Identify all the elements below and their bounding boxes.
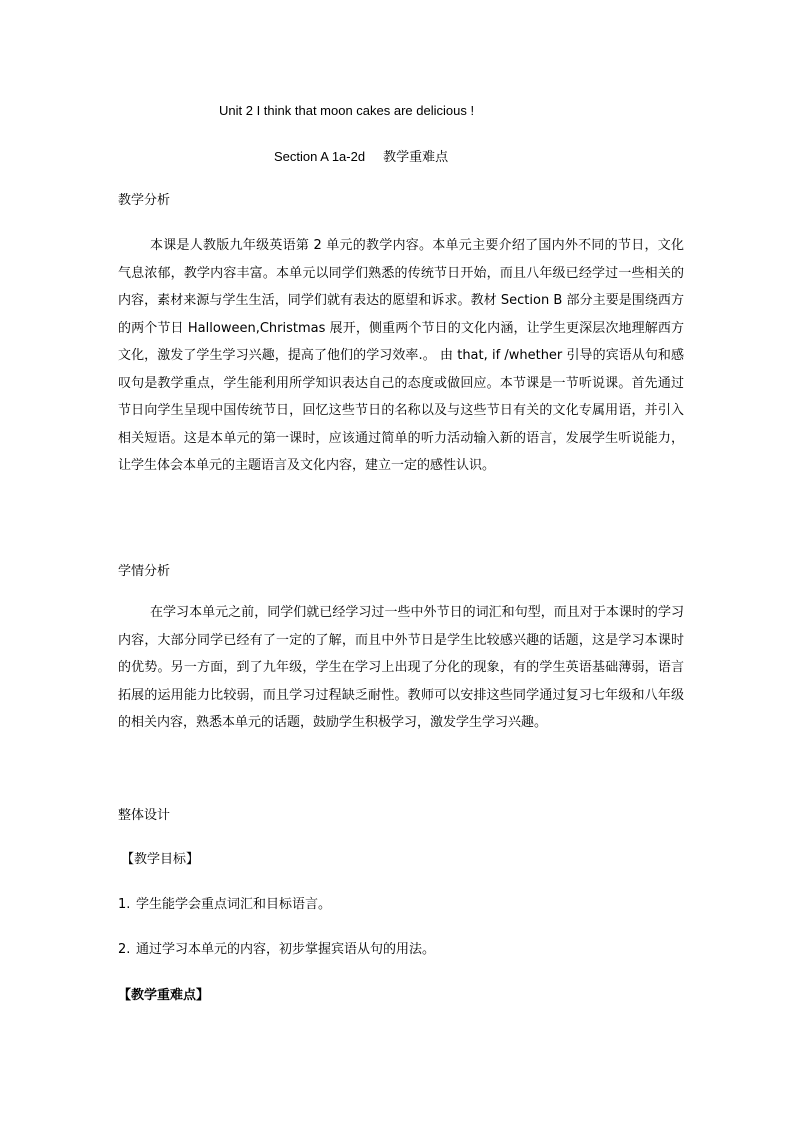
objective-text: 通过学习本单元的内容，初步掌握宾语从句的用法。: [136, 942, 436, 957]
section-title: [274, 148, 448, 166]
unit-title: Unit 2 I think that moon cakes are delicious !: [219, 103, 475, 118]
teaching-analysis-paragraph: 本课是人教版九年级英语第 2 单元的教学内容。本单元主要介绍了国内外不同的节日，文化气息浓郁，教学内容丰富。本单元以同学们熟悉的传统节日开始，而且八年级已经学过一些相关的内容，素材来源与学生生活，同学们就有表达的愿望和诉求。教材 Section B 部分主要是围绕西方的两个节日 Halloween,Christmas 展开，侧重两个节日的文化内涵，让学生更深层次地理解西方文化，激发了学生学习兴趣，提高了他们的学习效率.。 由 that, if /whether 引导的宾语从句和感叹句是教学重点，学生能利用所学知识表达自己的态度或做回应。本节课是一节听说课。首先通过节日向学生呈现中国传统节日，回忆这些节日的名称以及与这些节日有关的文化专属用语，并引入相关短语。这是本单元的第一课时，应该通过简单的听力活动输入新的语言，发展学生听说能力，让学生体会本单元的主题语言及文化内容，建立一定的感性认识。: [118, 238, 684, 473]
objective-number: 1.: [118, 897, 131, 912]
section-title-label: Section A 1a-2d: [274, 149, 366, 164]
objective-text: 学生能学会重点词汇和目标语言。: [136, 897, 332, 912]
objective-number: 2.: [118, 942, 131, 957]
overall-design-heading: 整体设计: [118, 808, 171, 823]
objective-item: [118, 896, 331, 914]
objective-item: [118, 941, 435, 959]
section-title-subject: 教学重难点: [383, 149, 449, 164]
key-points-heading: 【教学重难点】: [118, 988, 210, 1003]
teaching-analysis-heading: 教学分析: [118, 193, 171, 208]
objectives-heading: 【教学目标】: [121, 852, 200, 867]
learner-analysis-paragraph: 在学习本单元之前，同学们就已经学习过一些中外节日的词汇和句型，而且对于本课时的学习内容，大部分同学已经有了一定的了解，而且中外节日是学生比较感兴趣的话题，这是学习本课时的优势。另一方面，到了九年级，学生在学习上出现了分化的现象，有的学生英语基础薄弱，语言拓展的运用能力比较弱，而且学习过程缺乏耐性。教师可以安排这些同学通过复习七年级和八年级的相关内容，熟悉本单元的话题，鼓励学生积极学习，激发学生学习兴趣。: [118, 605, 684, 730]
learner-analysis-heading: 学情分析: [118, 564, 171, 579]
